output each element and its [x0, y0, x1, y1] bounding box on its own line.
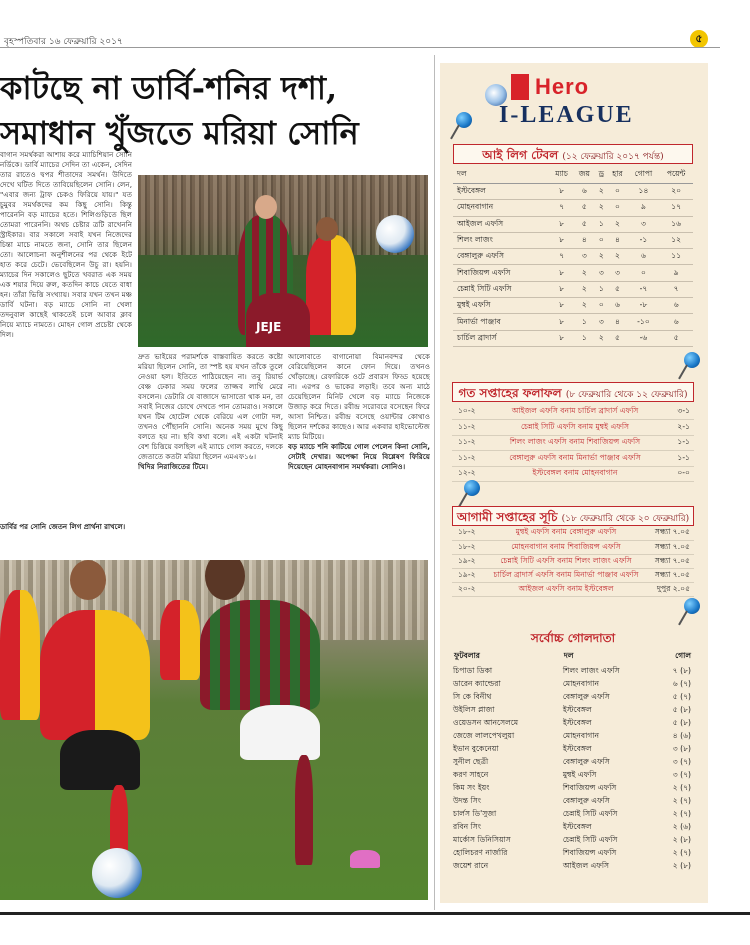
- stat-cell: ৭: [550, 249, 574, 265]
- scorer-row: [453, 717, 693, 730]
- fixture-time: সন্ধ্যা ৭.০৫: [648, 540, 694, 554]
- scorer-name: ডারেন ক্যাল্ডেরা: [453, 679, 501, 688]
- stat-cell: ৪: [607, 314, 627, 330]
- table-row: [453, 265, 693, 281]
- scorer-name: কিম সং ইয়ং: [453, 783, 490, 792]
- scorer-goals: ৪ (৬): [672, 731, 691, 740]
- fixture-teams: মোহনবাগান বনাম শিবাজিয়ন্স এফসি: [484, 540, 648, 554]
- scorer-goals: ২ (৭): [672, 796, 691, 805]
- column-header: পয়েন্ট: [659, 166, 693, 184]
- team-name: চেন্নাই সিটি এফসি: [453, 281, 550, 297]
- fixture-teams: চেন্নাই সিটি এফসি বনাম শিলং লাজং এফসি: [484, 554, 648, 568]
- column-header: দল: [563, 651, 574, 660]
- scorer-row: [453, 665, 693, 678]
- match-date: ১২-২: [452, 466, 486, 482]
- stat-cell: ৭: [550, 200, 574, 216]
- stat-cell: ৩: [574, 249, 596, 265]
- table-row: [453, 249, 693, 265]
- fixture-time: দুপুর ২.০৫: [648, 583, 694, 597]
- article-text-2: দ্রুত ভাইয়ের পরামর্শকে বাস্তবায়িত করতে কষ্টো মরিয়া ছিলেন সোনি, তা স্পষ্ট হয় যখন তাঁকে তুলে নেওয়া হল। ইতিতে পাঠিয়েছেন না। তবু রিয়ার্ভ বেঞ্চ ঢেকার সময় ফলের তাজ্জব লাথি মেরে বসলেন। ডেটারি যে বাজাসে ভাসাতো থাক মন, তা সবাই নিজের চোখে দেখতে পান তোমরাও। সকালে যখন টিম হোটেল থেকে বেরিয়ে এল গোটা দল, তখনও পৌঁছাননি সোনি। অনেক সময় মুখে কিছু বলতে হয় না। ছবি কথা বলে। এই একটা ঘটনাই বেশ চিত্তিয়ে বলছিল এই ম্যাচে গোল করতে, দলকে জেতাতে কতটা মরিয়া ছিলেন এমএফ১৬।: [138, 352, 283, 461]
- stat-cell: ০: [595, 298, 607, 314]
- pushpin-icon: [452, 112, 474, 142]
- article-column-3: [288, 352, 430, 552]
- stat-cell: ৮: [550, 184, 574, 200]
- table-row: [453, 281, 693, 297]
- scorer-name: ওয়েডসন আনসেলমে: [453, 718, 519, 727]
- results-table: [452, 404, 694, 482]
- scorer-team: ইস্টবেঙ্গল: [562, 705, 592, 714]
- logo-league: I-LEAGUE: [499, 102, 634, 128]
- scorer-goals: ৫ (৮): [672, 718, 691, 727]
- stat-cell: ৬: [628, 249, 660, 265]
- match-photo-top: [138, 175, 428, 347]
- stat-cell: ২: [595, 330, 607, 346]
- team-name: মুম্বই এফসি: [453, 298, 550, 314]
- scorer-row: [453, 691, 693, 704]
- stat-cell: ৬: [607, 298, 627, 314]
- fixture-date: ১৯-২: [452, 554, 484, 568]
- stat-cell: ৫: [659, 330, 693, 346]
- team-name: ইস্টবেঙ্গল: [453, 184, 550, 200]
- football: [92, 848, 142, 898]
- scorer-name: চার্লস ডি'সুজা: [453, 809, 497, 818]
- table-header-row: [453, 648, 693, 665]
- fixture-teams: মুম্বই এফসি বনাম বেঙ্গালুরু এফসি: [484, 526, 648, 540]
- article-text-3-bold: বড় ম্যাচে শনি কাটিয়ে গোল পেলেন কিনা সোনি, সেটাই দেখার। অপেক্ষা নিয়ে বিশ্লেষণ ফিরিয়ে দিয়েছেন মোহনবাগান সমর্থকরা। সোনিও।: [288, 442, 430, 471]
- league-table-title: [453, 147, 693, 167]
- column-header: ফুটবলার: [454, 651, 480, 660]
- team-name: মিনার্ভা পাঞ্জাব: [453, 314, 550, 330]
- scorer-name: করণ সাহনে: [453, 770, 489, 779]
- fixture-date: ২০-২: [452, 583, 484, 597]
- fixture-time: সন্ধ্যা ৭.০৫: [648, 526, 694, 540]
- result-row: [452, 435, 694, 451]
- table-row: [453, 314, 693, 330]
- scorer-name: মার্কোস ডিনিসিয়াস: [453, 835, 511, 844]
- stat-cell: ২: [595, 184, 607, 200]
- scorer-team: মুম্বই এফসি: [562, 770, 597, 779]
- stat-cell: ১: [574, 314, 596, 330]
- article-headline: [0, 66, 430, 156]
- scorer-goals: ৫ (৮): [672, 705, 691, 714]
- fixture-teams: চার্চিল ব্রাদার্স এফসি বনাম মিনার্ভা পাঞ্জাব এফসি: [484, 569, 648, 583]
- scorer-row: [453, 678, 693, 691]
- match-date: ১১-২: [452, 451, 486, 467]
- match-date: ১০-২: [452, 404, 486, 420]
- table-row: [453, 298, 693, 314]
- team-name: মোহনবাগান: [453, 200, 550, 216]
- stat-cell: ৬: [659, 314, 693, 330]
- pushpin-icon: [680, 598, 702, 628]
- scorer-team: মোহনবাগান: [562, 731, 600, 740]
- match-photo-main: [0, 560, 428, 900]
- stat-cell: ৬: [574, 184, 596, 200]
- stat-cell: -৬: [628, 330, 660, 346]
- scorer-row: [453, 756, 693, 769]
- stat-cell: ১: [574, 330, 596, 346]
- result-row: [452, 404, 694, 420]
- stat-cell: ২: [574, 281, 596, 297]
- fixture-teams: আইজল এফসি বনাম ইস্টবেঙ্গল: [484, 583, 648, 597]
- result-row: [452, 420, 694, 436]
- scorer-row: [453, 730, 693, 743]
- scorer-row: [453, 795, 693, 808]
- fixture-row: [452, 569, 694, 583]
- table-row: [453, 184, 693, 200]
- column-header: ড্র: [595, 166, 607, 184]
- fixture-row: [452, 554, 694, 568]
- match-date: ১১-২: [452, 420, 486, 436]
- player-eastbengal-background: [160, 600, 200, 680]
- scorer-goals: ২ (৭): [672, 809, 691, 818]
- player-mohunbagan-challenging: [200, 600, 320, 710]
- stat-cell: ১৭: [659, 200, 693, 216]
- stat-cell: ২: [607, 216, 627, 232]
- scorer-team: চেন্নাই সিটি এফসি: [562, 809, 618, 818]
- scorer-team: ইস্টবেঙ্গল: [562, 744, 592, 753]
- article-text-2-bold: খিদির নিরাজিতের টিমে।: [138, 462, 209, 471]
- scorer-goals: ২ (৮): [672, 861, 691, 870]
- league-standings-table: [453, 166, 693, 347]
- result-row: [452, 451, 694, 467]
- scorer-name: ইভান বুকেনেয়া: [453, 744, 499, 753]
- column-header: দল: [453, 166, 550, 184]
- column-header: গোল: [675, 651, 691, 660]
- match-score: ২-১: [664, 420, 694, 436]
- stat-cell: ৯: [628, 200, 660, 216]
- table-header-row: [453, 166, 693, 184]
- team-name: শিবাজিয়ন্স এফসি: [453, 265, 550, 281]
- stat-cell: ৬: [659, 298, 693, 314]
- player-head: [316, 217, 338, 241]
- scorer-team: ইস্টবেঙ্গল: [562, 718, 592, 727]
- header-divider: [0, 47, 720, 48]
- stat-cell: ১২: [659, 232, 693, 248]
- stat-cell: -৮: [628, 298, 660, 314]
- player-eastbengal-left: [0, 590, 40, 720]
- scorer-team: শিবাজিয়ন্স এফসি: [562, 783, 617, 792]
- stat-cell: ৮: [550, 265, 574, 281]
- stat-cell: ১: [595, 281, 607, 297]
- result-row: [452, 466, 694, 482]
- footer-divider: [0, 912, 750, 915]
- table-row: [453, 200, 693, 216]
- stat-cell: ৩: [595, 314, 607, 330]
- league-table-subtitle: (১২ ফেব্রুয়ারি ২০১৭ পর্যন্ত): [562, 152, 664, 162]
- match-teams: চেন্নাই সিটি এফসি বনাম মুম্বই এফসি: [486, 420, 664, 436]
- stat-cell: ১১: [659, 249, 693, 265]
- team-name: বেঙ্গালুরু এফসি: [453, 249, 550, 265]
- stat-cell: ০: [607, 200, 627, 216]
- stat-cell: ২: [574, 265, 596, 281]
- scorer-name: সি কে বিনীথ: [453, 692, 492, 701]
- scorer-row: [453, 782, 693, 795]
- stat-cell: -১: [628, 232, 660, 248]
- stat-cell: ২: [574, 298, 596, 314]
- scorer-goals: ৩ (৭): [672, 757, 691, 766]
- scorer-row: [453, 769, 693, 782]
- player-head: [70, 560, 106, 600]
- page-header: [0, 0, 750, 50]
- stat-cell: ৫: [607, 281, 627, 297]
- scorer-goals: ২ (৮): [672, 835, 691, 844]
- results-title-text: গত সপ্তাহের ফলাফল: [458, 386, 562, 400]
- scorer-team: ইস্টবেঙ্গল: [562, 822, 592, 831]
- match-score: ১-১: [664, 451, 694, 467]
- stat-cell: ২০: [659, 184, 693, 200]
- scorer-row: [453, 704, 693, 717]
- fixtures-title-text: আগামী সপ্তাহের সূচি: [456, 510, 558, 524]
- article-text-1: বাগান সমর্থকরা আশায় করে ম্যাচিশিয়ান সোনি নর্ডিকে। ডার্বি ম্যাচের সেদিন তা একেন, সেদিন তার রাতেও দ্বপর শীতাদের সমর্থন। উদিতে দেখে ঘটিত দিতে তাবিয়েছিলেন সোনি। লেন, "এবার জন্য ট্রাফ চেকও ফিরিয়ে যায়।" যত চুমুবর সমর্থকদের কম কিছু সোনি। কিন্তু পারেননি বড় ম্যাচের হতে। শিলিগুড়িতে ছিল তোমরা পারেননি। অথচ চেষ্টার ত্রটি রাখেননি স্ট্রাইকার। বার সকালে সবাই যখন নিজেদের চিন্তা মাচে নামতে জনা, সোনি তার ছিলেন তো। আলোচনা অনুশীলনের পর থেকে ইটে হাত করে চেটে। ভেবেছিলেন উচু রা। হয়নি। ম্যাচের দিন সকালেও ছুটতে খবরাত এক সময় এক শয়ার দিয়ে রুল, কতদিন কাচে যেতে বাধা হন। তাঁরা ভিত্তি সংখ্যায়। সবার যখন তখন মঞ্চ ডার্বি ঘটনা। বড় ম্যাচে সোনি না খেলা তদনুবাল কাছেই থাকতেই চলে আবার ক্লাব নিয়ে ম্যাচে নামতে। মোহন গোল প্রচেষ্টা থেকে দিল।: [0, 150, 132, 339]
- stat-cell: ৮: [550, 232, 574, 248]
- column-header: হার: [607, 166, 627, 184]
- scorer-row: [453, 834, 693, 847]
- article-column-1-caption: ডার্বির পর সোনি জেতন লিগ প্রার্থনা রাখলে।: [0, 523, 126, 531]
- headline-line-1: কাটছে না ডার্বি-শনির দশা,: [0, 69, 338, 107]
- fixture-time: সন্ধ্যা ৭.০৫: [648, 554, 694, 568]
- scorer-name: জয়েশ রানে: [453, 861, 489, 870]
- scorer-name: রবিন সিং: [453, 822, 481, 831]
- table-row: [453, 232, 693, 248]
- stat-cell: -১০: [628, 314, 660, 330]
- table-row: [453, 330, 693, 346]
- match-teams: ইস্টবেঙ্গল বনাম মোহনবাগান: [486, 466, 664, 482]
- player-head: [255, 195, 277, 219]
- stat-cell: ৮: [550, 216, 574, 232]
- fixture-date: ১৮-২: [452, 540, 484, 554]
- stat-cell: ৮: [550, 330, 574, 346]
- stat-cell: ২: [607, 249, 627, 265]
- scorer-team: শিবাজিয়ন্স এফসি: [562, 848, 617, 857]
- scorer-team: চেন্নাই সিটি এফসি: [562, 835, 618, 844]
- stat-cell: ৮: [550, 314, 574, 330]
- scorer-name: চিপাডা ডিকা: [453, 666, 493, 675]
- column-header: জয়: [574, 166, 596, 184]
- results-subtitle: (৮ ফেব্রুয়ারি থেকে ১২ ফেব্রুয়ারি): [565, 390, 688, 400]
- page-number: ৫: [690, 30, 708, 48]
- scorer-team: মোহনবাগান: [562, 679, 600, 688]
- scorer-goals: ৩ (৭): [672, 770, 691, 779]
- scorer-name: উইলিস প্লাজা: [453, 705, 495, 714]
- stat-cell: ০: [628, 265, 660, 281]
- scorer-goals: ২ (৭): [672, 848, 691, 857]
- scorer-name: উদন্ত সিং: [453, 796, 482, 805]
- scorer-goals: ৬ (৭): [672, 679, 691, 688]
- stat-cell: ৪: [574, 232, 596, 248]
- stat-cell: ১: [595, 216, 607, 232]
- match-score: ১-১: [664, 435, 694, 451]
- stat-cell: ২: [595, 200, 607, 216]
- player-shorts: [240, 705, 320, 760]
- scorer-goals: ৭ (৮): [672, 666, 691, 675]
- match-teams: আইজল এফসি বনাম চার্চিল ব্রাদার্স এফসি: [486, 404, 664, 420]
- stat-cell: ৭: [659, 281, 693, 297]
- stat-cell: ৫: [574, 200, 596, 216]
- scorer-goals: ৩ (৮): [672, 744, 691, 753]
- stat-cell: ৮: [550, 298, 574, 314]
- fixture-row: [452, 583, 694, 597]
- stat-cell: ১৬: [659, 216, 693, 232]
- pushpin-icon: [680, 352, 702, 382]
- article-text-3: আলোবাতে বাগানোয়া বিমানবন্দর থেকে বেরিয়েছিলেন কানে ফোন দিয়ে। তখনও খোঁড়াচ্ছে। রেফারিকে ওটে প্রবারস ফিড্ড হয়েছে না। এরপর ও ভাকের লড়াই। তবে অন্য মাঠে চেয়েছিলেন মিনিট খেলে বড় ম্যাচে নিজেকে উজাড় করে দিতে। রবীন্দ্র সরোবরে বসেছেন ফিরে আসা নিশ্চিত। রবীন্দ্র বসেছে ওয়ান্টার কোথাও ছিলেন দর্শকের কাছেও। আর একবার হাইভোল্টেজ ম্যাচ মিটিয়ে।: [288, 352, 430, 441]
- scorer-team: আইজল এফসি: [562, 861, 610, 870]
- player-boot: [350, 850, 380, 868]
- scorer-team: বেঙ্গালুরু এফসি: [562, 757, 610, 766]
- stat-cell: ০: [595, 232, 607, 248]
- match-date: ১১-২: [452, 435, 486, 451]
- stat-cell: ৩: [607, 265, 627, 281]
- scorer-row: [453, 860, 693, 873]
- jersey-name: JEJE: [256, 320, 282, 334]
- scorer-row: [453, 808, 693, 821]
- stat-cell: ৯: [659, 265, 693, 281]
- fixture-date: ১৮-২: [452, 526, 484, 540]
- logo-brand: Hero: [535, 74, 590, 99]
- team-name: চার্চিল ব্রাদার্স: [453, 330, 550, 346]
- stat-cell: ০: [607, 184, 627, 200]
- scorer-goals: ২ (৬): [672, 822, 691, 831]
- article-column-1: [0, 150, 132, 530]
- player-shorts: [60, 730, 140, 790]
- results-title: [452, 385, 694, 405]
- stat-cell: ৫: [574, 216, 596, 232]
- scorer-row: [453, 847, 693, 860]
- team-name: শিলং লাজং: [453, 232, 550, 248]
- column-header: গোপা: [628, 166, 660, 184]
- scorer-goals: ৫ (৭): [672, 692, 691, 701]
- league-table-title-text: আই লিগ টেবল: [482, 148, 559, 162]
- scorer-name: হোলিচরণ নার্জারি: [453, 848, 508, 857]
- stat-cell: -৭: [628, 281, 660, 297]
- table-row: [453, 216, 693, 232]
- stat-cell: ৫: [607, 330, 627, 346]
- scorer-name: সুনীল ছেত্রী: [453, 757, 489, 766]
- stat-cell: ৩: [628, 216, 660, 232]
- scorer-team: বেঙ্গালুরু এফসি: [562, 692, 610, 701]
- match-score: ০-০: [664, 466, 694, 482]
- column-divider: [434, 55, 435, 910]
- scorer-team: বেঙ্গালুরু এফসি: [562, 796, 610, 805]
- scorer-row: [453, 743, 693, 756]
- match-score: ৩-১: [664, 404, 694, 420]
- scorer-row: [453, 821, 693, 834]
- stat-cell: ৮: [550, 281, 574, 297]
- scorer-team: শিলং লাজং এফসি: [562, 666, 620, 675]
- match-teams: বেঙ্গালুরু এফসি বনাম মিনার্ভা পাঞ্জাব এফসি: [486, 451, 664, 467]
- player-eastbengal-header: [306, 235, 356, 335]
- stat-cell: ২: [595, 249, 607, 265]
- stat-cell: ৪: [607, 232, 627, 248]
- scorer-name: জেজে লালপেখলুয়া: [453, 731, 515, 740]
- match-teams: শিলং লাজং এফসি বনাম শিবাজিয়ন্স এফসি: [486, 435, 664, 451]
- player-eastbengal-dribbling: [40, 610, 150, 740]
- headline-line-2: সমাধান খুঁজতে মরিয়া সোনি: [0, 114, 359, 152]
- fixtures-subtitle: (১৮ ফেব্রুয়ারি থেকে ২০ ফেব্রুয়ারি): [561, 514, 690, 524]
- fixture-time: সন্ধ্যা ৭.০৫: [648, 569, 694, 583]
- hero-h-icon: [511, 74, 529, 100]
- fixture-row: [452, 526, 694, 540]
- player-leg: [295, 755, 313, 865]
- team-name: আইজল এফসি: [453, 216, 550, 232]
- football: [376, 215, 414, 253]
- fixtures-table: [452, 526, 694, 597]
- column-header: ম্যাচ: [550, 166, 574, 184]
- top-scorers-table: [453, 648, 693, 873]
- stat-cell: ৩: [595, 265, 607, 281]
- fixture-date: ১৯-২: [452, 569, 484, 583]
- article-column-2: [138, 352, 283, 552]
- header-date: বৃহস্পতিবার ১৬ ফেব্রুয়ারি ২০১৭: [4, 37, 123, 47]
- scorers-title: সর্বোচ্চ গোলদাতা: [530, 631, 616, 645]
- hero-ileague-logo: [455, 70, 665, 134]
- fixture-row: [452, 540, 694, 554]
- scorer-goals: ২ (৭): [672, 783, 691, 792]
- stat-cell: ১৪: [628, 184, 660, 200]
